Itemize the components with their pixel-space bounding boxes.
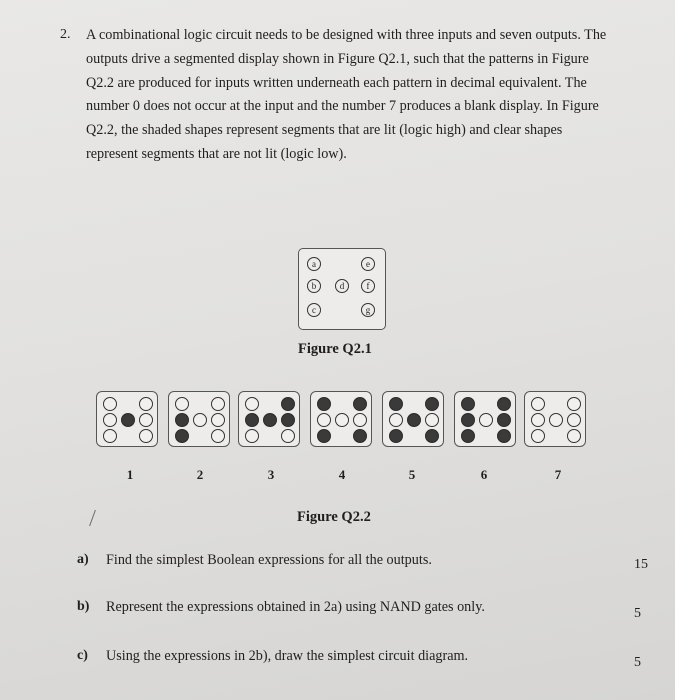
pattern-1-segment-g: [139, 429, 153, 443]
pattern-2-segment-f: [211, 413, 225, 427]
pattern-7: [524, 391, 586, 447]
pattern-7-segment-b: [531, 413, 545, 427]
pattern-2: [168, 391, 230, 447]
pattern-2-label: 2: [196, 467, 204, 482]
pattern-3-label: 3: [267, 467, 275, 482]
part-b-text: Represent the expressions obtained in 2a) using NAND gates only.: [106, 599, 485, 615]
pattern-5-segment-a: [389, 397, 403, 411]
figure-q2-2-caption: Figure Q2.2: [297, 509, 371, 525]
pattern-1-segment-f: [139, 413, 153, 427]
pattern-3-segment-d: [263, 413, 277, 427]
question-number: 2.: [60, 27, 71, 42]
pattern-2-segment-e: [211, 397, 225, 411]
pattern-5: [382, 391, 444, 447]
segment-b: b: [307, 279, 321, 293]
pattern-3-segment-g: [281, 429, 295, 443]
pattern-7-segment-f: [567, 413, 581, 427]
pattern-7-segment-d: [549, 413, 563, 427]
part-a-letter: a): [77, 552, 89, 567]
pattern-7-label: 7: [554, 467, 562, 482]
part-c-letter: c): [77, 648, 88, 663]
pattern-5-segment-b: [389, 413, 403, 427]
pattern-6: [454, 391, 516, 447]
pattern-4-segment-c: [317, 429, 331, 443]
pattern-6-label: 6: [480, 467, 488, 482]
pattern-2-segment-c: [175, 429, 189, 443]
part-a-text: Find the simplest Boolean expressions for all the outputs.: [106, 552, 432, 568]
segment-e: e: [361, 257, 375, 271]
pattern-4-segment-d: [335, 413, 349, 427]
pattern-3-segment-a: [245, 397, 259, 411]
pattern-6-segment-b: [461, 413, 475, 427]
pattern-5-segment-c: [389, 429, 403, 443]
pattern-2-segment-g: [211, 429, 225, 443]
pattern-1-segment-b: [103, 413, 117, 427]
pattern-3-segment-c: [245, 429, 259, 443]
pattern-4-segment-b: [317, 413, 331, 427]
pattern-7-segment-c: [531, 429, 545, 443]
pattern-1-label: 1: [126, 467, 134, 482]
pattern-6-segment-d: [479, 413, 493, 427]
pattern-4-segment-a: [317, 397, 331, 411]
pattern-6-segment-e: [497, 397, 511, 411]
segment-f: f: [361, 279, 375, 293]
pattern-5-segment-f: [425, 413, 439, 427]
pattern-6-segment-a: [461, 397, 475, 411]
pattern-4-label: 4: [338, 467, 346, 482]
pattern-5-segment-e: [425, 397, 439, 411]
pattern-4: [310, 391, 372, 447]
part-a-marks: 15: [634, 557, 648, 572]
pattern-2-segment-a: [175, 397, 189, 411]
pattern-1-segment-d: [121, 413, 135, 427]
part-b-marks: 5: [634, 606, 641, 621]
pencil-mark: [89, 510, 102, 526]
part-b-letter: b): [77, 599, 90, 614]
segment-d: d: [335, 279, 349, 293]
figure-q2-2-patterns: [96, 391, 616, 451]
pattern-6-segment-c: [461, 429, 475, 443]
pattern-1-segment-c: [103, 429, 117, 443]
pattern-4-segment-g: [353, 429, 367, 443]
pattern-3: [238, 391, 300, 447]
pattern-3-segment-f: [281, 413, 295, 427]
part-c-marks: 5: [634, 655, 641, 670]
pattern-5-label: 5: [408, 467, 416, 482]
pattern-4-segment-f: [353, 413, 367, 427]
pattern-7-segment-e: [567, 397, 581, 411]
pattern-7-segment-a: [531, 397, 545, 411]
pattern-4-segment-e: [353, 397, 367, 411]
pattern-1-segment-e: [139, 397, 153, 411]
pattern-1-segment-a: [103, 397, 117, 411]
pattern-6-segment-g: [497, 429, 511, 443]
segment-a: a: [307, 257, 321, 271]
pattern-6-segment-f: [497, 413, 511, 427]
pattern-2-segment-d: [193, 413, 207, 427]
segment-g: g: [361, 303, 375, 317]
figure-q2-1-caption: Figure Q2.1: [298, 341, 372, 357]
pattern-2-segment-b: [175, 413, 189, 427]
pattern-5-segment-g: [425, 429, 439, 443]
part-c-text: Using the expressions in 2b), draw the simplest circuit diagram.: [106, 648, 469, 664]
segment-c: c: [307, 303, 321, 317]
pattern-1: [96, 391, 158, 447]
pattern-5-segment-d: [407, 413, 421, 427]
figure-q2-1-display: [298, 248, 386, 330]
pattern-3-segment-e: [281, 397, 295, 411]
pattern-7-segment-g: [567, 429, 581, 443]
question-text: A combinational logic circuit needs to be designed with three inputs and seven outputs. The outputs drive a segmented display shown in Figure Q2.1, such that the patterns in Figure Q2.2 are produced for inputs written underneath each pattern in decimal equivalent. The number 0 does not occur at the input and the number 7 produces a blank display. In Figure Q2.2, the shaded shapes represent segments that are lit (logic high) and clear shapes represent segments that are not lit (logic low).: [86, 27, 607, 162]
pattern-3-segment-b: [245, 413, 259, 427]
